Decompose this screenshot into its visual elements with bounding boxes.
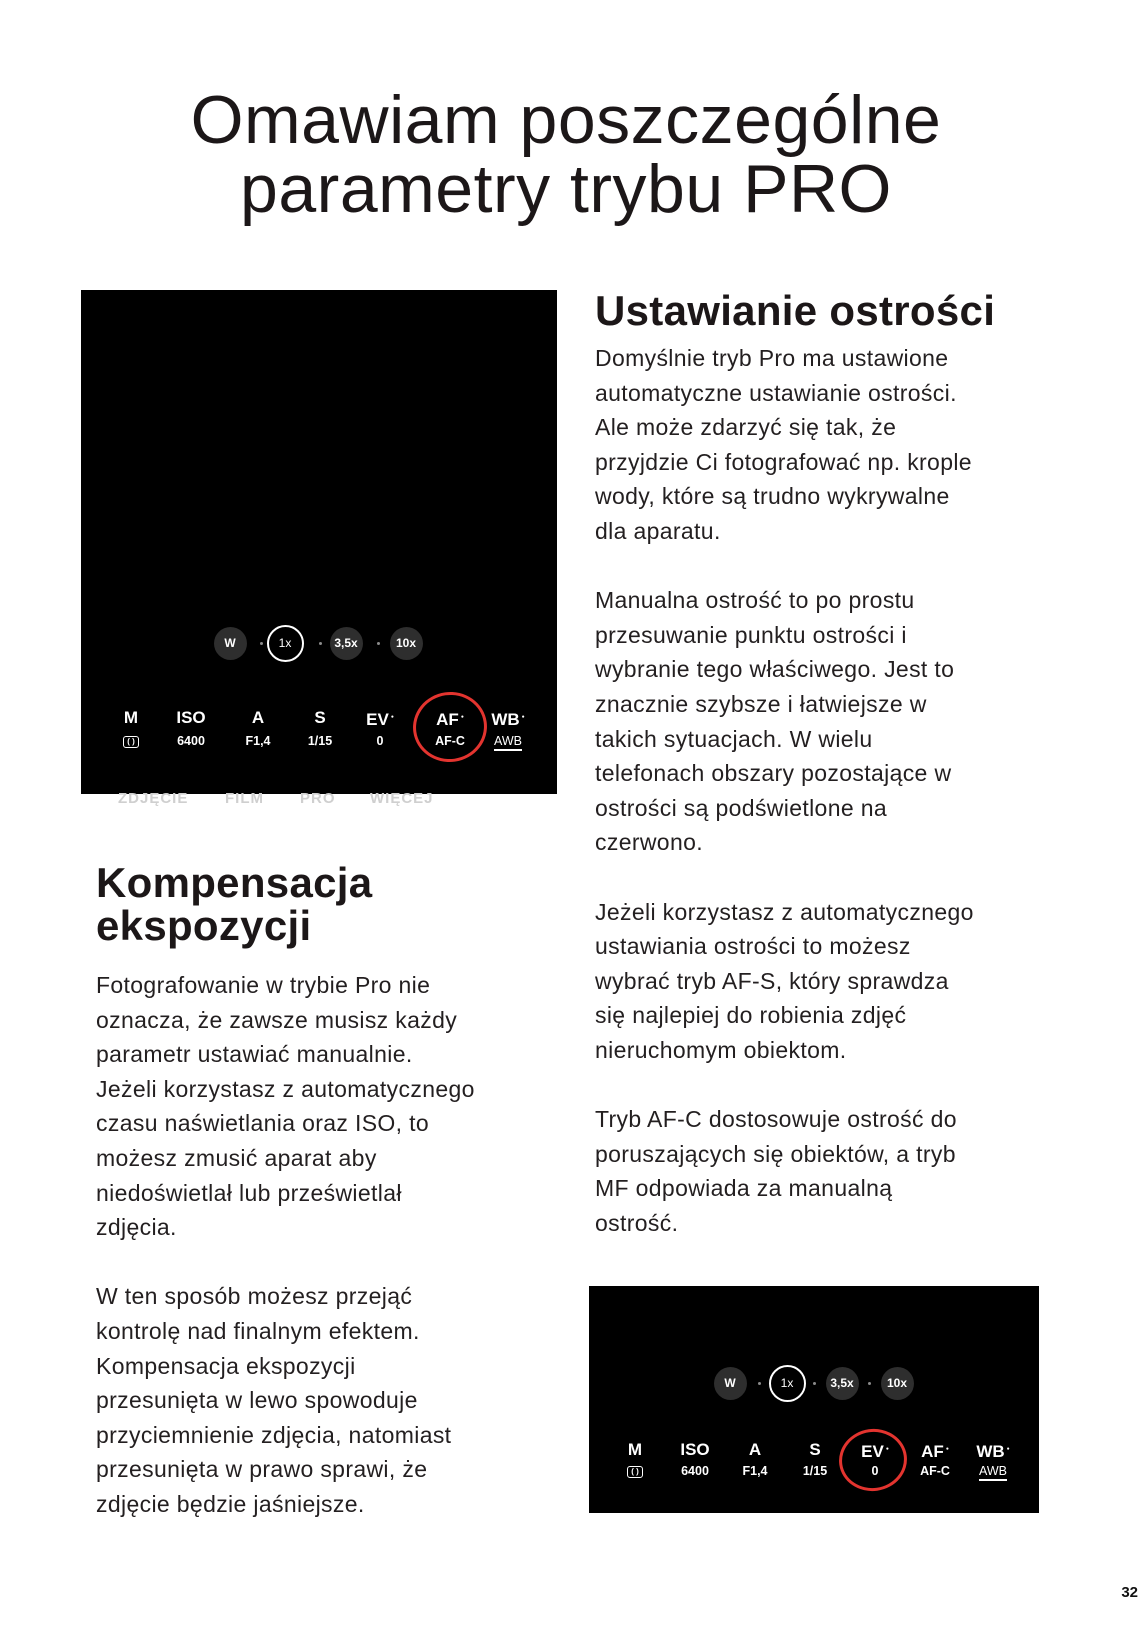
section-heading-focus — [595, 289, 995, 332]
pro-param-label — [350, 709, 410, 728]
camera-mode-tab[interactable]: FILM — [225, 790, 264, 807]
metering-icon: ( ) — [627, 1466, 643, 1478]
paragraph-line: dla aparatu. — [595, 517, 721, 544]
pro-param-value — [290, 735, 350, 748]
paragraph-gap — [96, 1245, 475, 1280]
zoom-level-button[interactable]: 1x — [267, 625, 304, 662]
zoom-level-button[interactable]: 1x — [769, 1365, 806, 1402]
zoom-separator-dot — [868, 1382, 871, 1385]
paragraph-line: Kompensacja ekspozycji — [96, 1352, 356, 1379]
pro-param-label-text: ISO — [176, 708, 206, 727]
camera-screenshot-af — [81, 290, 557, 807]
paragraph-line: ostrości są podświetlone na — [595, 794, 887, 821]
section-body-focus — [595, 341, 974, 1240]
paragraph-line: kontrolę nad finalnym efektem. — [96, 1317, 420, 1344]
adjust-indicator-dot-icon: ● — [945, 1446, 949, 1452]
paragraph — [595, 1102, 974, 1240]
paragraph-line: czerwono. — [595, 829, 703, 856]
paragraph-line: takich sytuacjach. W wielu — [595, 725, 873, 752]
paragraph-line: W ten sposób możesz przejąć — [96, 1283, 413, 1310]
pro-param-value-text: 6400 — [177, 734, 205, 748]
paragraph-line: zdjęcia. — [96, 1214, 177, 1241]
paragraph-line: niedoświetlał lub prześwietlał — [96, 1179, 402, 1206]
paragraph-line: Jeżeli korzystasz z automatycznego — [96, 1075, 475, 1102]
zoom-level-button[interactable]: 10x — [881, 1367, 914, 1400]
paragraph — [96, 1279, 475, 1521]
paragraph-line: przesuwanie punktu ostrości i — [595, 621, 907, 648]
camera-screenshot-ev — [589, 1286, 1039, 1513]
zoom-separator-dot — [260, 642, 263, 645]
zoom-level-button[interactable]: 3,5x — [330, 627, 363, 660]
paragraph-line: Domyślnie tryb Pro ma ustawione — [595, 345, 949, 371]
pro-param-label-text: S — [809, 1440, 821, 1459]
zoom-level-button[interactable]: 10x — [390, 627, 423, 660]
pro-param-label — [101, 709, 161, 726]
highlight-circle-icon — [408, 687, 491, 767]
zoom-separator-dot — [758, 1382, 761, 1385]
paragraph-line: Jeżeli korzystasz z automatycznego — [595, 898, 974, 925]
paragraph-line: poruszających się obiektów, a tryb — [595, 1140, 956, 1167]
paragraph — [595, 341, 974, 549]
paragraph-line: ostrość. — [595, 1209, 679, 1236]
paragraph-line: Manualna ostrość to po prostu — [595, 587, 915, 614]
camera-mode-tab[interactable]: PRO — [300, 790, 336, 807]
paragraph-line: parametr ustawiać manualnie. — [96, 1041, 413, 1068]
paragraph-line: automatyczne ustawianie ostrości. — [595, 379, 957, 406]
camera-mode-tab[interactable]: WIĘCEJ — [370, 790, 434, 807]
paragraph-line: telefonach obszary pozostające w — [595, 760, 952, 787]
pro-param-label — [725, 1441, 785, 1458]
pro-param-value-text: 0 — [871, 1464, 879, 1478]
paragraph-line: Ale może zdarzyć się tak, że — [595, 414, 897, 441]
adjust-indicator-dot-icon: ● — [1006, 1446, 1010, 1452]
pro-param-value — [963, 1465, 1023, 1478]
paragraph-line: nieruchomym obiektom. — [595, 1036, 847, 1063]
pro-param-label-text: ISO — [680, 1440, 710, 1459]
paragraph-line: przyciemnienie zdjęcia, natomiast — [96, 1421, 452, 1448]
metering-icon: ( ) — [123, 736, 139, 748]
paragraph-line: Tryb AF-C dostosowuje ostrość do — [595, 1106, 957, 1133]
camera-mode-tab[interactable]: ZDJĘCIE — [118, 790, 189, 807]
paragraph-line: oznacza, że zawsze musisz każdy — [96, 1006, 458, 1033]
pro-param-value — [161, 735, 221, 748]
paragraph-line: wybranie tego właściwego. Jest to — [595, 656, 955, 683]
pro-param-value — [785, 1465, 845, 1478]
paragraph — [96, 968, 475, 1245]
section-heading-line: Kompensacja — [96, 859, 373, 906]
pro-param-label — [228, 709, 288, 726]
paragraph-gap — [595, 549, 974, 584]
paragraph-line: wybrać tryb AF-S, który sprawdza — [595, 967, 949, 994]
paragraph-gap — [595, 1067, 974, 1102]
zoom-separator-dot — [377, 642, 380, 645]
pro-param-value-text: 6400 — [681, 1464, 709, 1478]
pro-param-value — [605, 1465, 665, 1478]
highlight-circle-icon — [835, 1425, 911, 1496]
pro-param-label — [161, 709, 221, 726]
pro-param-value-text: AF-C — [435, 734, 465, 748]
pro-param-label-text: M — [627, 1440, 643, 1459]
pro-param-label — [605, 1441, 665, 1458]
pro-param-value — [101, 735, 161, 748]
zoom-level-button[interactable]: 3,5x — [826, 1367, 859, 1400]
pro-param-value-text: F1,4 — [245, 734, 271, 748]
pro-param-label-text: AF — [436, 710, 459, 729]
paragraph-line: przesunięta w prawo sprawi, że — [96, 1456, 428, 1483]
paragraph-line: czasu naświetlania oraz ISO, to — [96, 1110, 430, 1137]
section-heading-line: ekspozycji — [96, 902, 312, 949]
pro-param-value — [905, 1465, 965, 1478]
pro-param-value — [665, 1465, 725, 1478]
adjust-indicator-dot-icon: ● — [885, 1446, 889, 1452]
paragraph-line: przyjdzie Ci fotografować np. krople — [595, 448, 972, 475]
zoom-separator-dot — [813, 1382, 816, 1385]
pro-param-value-text: AWB — [494, 734, 522, 751]
pro-param-value-text: 0 — [376, 734, 384, 748]
pro-param-value-text: 1/15 — [802, 1464, 828, 1478]
pro-param-label-text: S — [314, 708, 326, 727]
adjust-indicator-dot-icon: ● — [390, 714, 394, 720]
pro-param-label-text: WB — [491, 710, 520, 729]
pro-param-label — [963, 1441, 1023, 1460]
pro-param-label — [785, 1441, 845, 1458]
pro-param-value — [478, 735, 538, 748]
pro-param-label-text: AF — [921, 1442, 944, 1461]
pro-param-label-text: EV — [861, 1442, 884, 1461]
page-title-line: parametry trybu PRO — [240, 151, 892, 227]
paragraph-line: wody, które są trudno wykrywalne — [595, 483, 950, 510]
paragraph — [595, 895, 974, 1068]
page-title — [0, 82, 1132, 227]
paragraph-line: ustawiania ostrości to możesz — [595, 933, 911, 960]
pro-param-value — [350, 735, 410, 748]
zoom-separator-dot — [319, 642, 322, 645]
paragraph-line: Fotografowanie w trybie Pro nie — [96, 972, 431, 998]
pro-param-value — [228, 735, 288, 748]
paragraph-gap — [595, 860, 974, 895]
paragraph-line: MF odpowiada za manualną — [595, 1175, 893, 1202]
pro-param-label — [290, 709, 350, 726]
zoom-level-button[interactable]: W — [714, 1367, 747, 1400]
pro-param-value-text: AF-C — [920, 1464, 950, 1478]
pro-param-label-text: WB — [976, 1442, 1005, 1461]
adjust-indicator-dot-icon: ● — [521, 714, 525, 720]
pro-param-label-text: EV — [366, 710, 389, 729]
section-heading-exposure — [96, 861, 372, 947]
pro-param-label-text: M — [123, 708, 139, 727]
paragraph-line: się najlepiej do robienia zdjęć — [595, 1002, 907, 1029]
pro-param-label — [905, 1441, 965, 1460]
pro-param-label — [665, 1441, 725, 1458]
pro-param-label-text: A — [748, 1440, 762, 1459]
zoom-level-button[interactable]: W — [214, 627, 247, 660]
page-number: 32 — [1121, 1584, 1138, 1601]
pro-param-value-text: 1/15 — [307, 734, 333, 748]
paragraph-line: zdjęcie będzie jaśniejsze. — [96, 1490, 365, 1517]
paragraph-line: znacznie szybsze i łatwiejsze w — [595, 690, 927, 717]
pro-param-value — [725, 1465, 785, 1478]
pro-param-value-text: AWB — [979, 1464, 1007, 1481]
paragraph-line: możesz zmusić aparat aby — [96, 1144, 377, 1171]
adjust-indicator-dot-icon: ● — [460, 714, 464, 720]
section-heading-line: Ustawianie ostrości — [595, 287, 996, 334]
pro-param-label-text: A — [251, 708, 265, 727]
page-title-line: Omawiam poszczególne — [190, 82, 942, 158]
paragraph — [595, 583, 974, 860]
paragraph-line: przesunięta w lewo spowoduje — [96, 1387, 418, 1414]
section-body-exposure — [96, 968, 475, 1522]
pro-param-value-text: F1,4 — [742, 1464, 768, 1478]
